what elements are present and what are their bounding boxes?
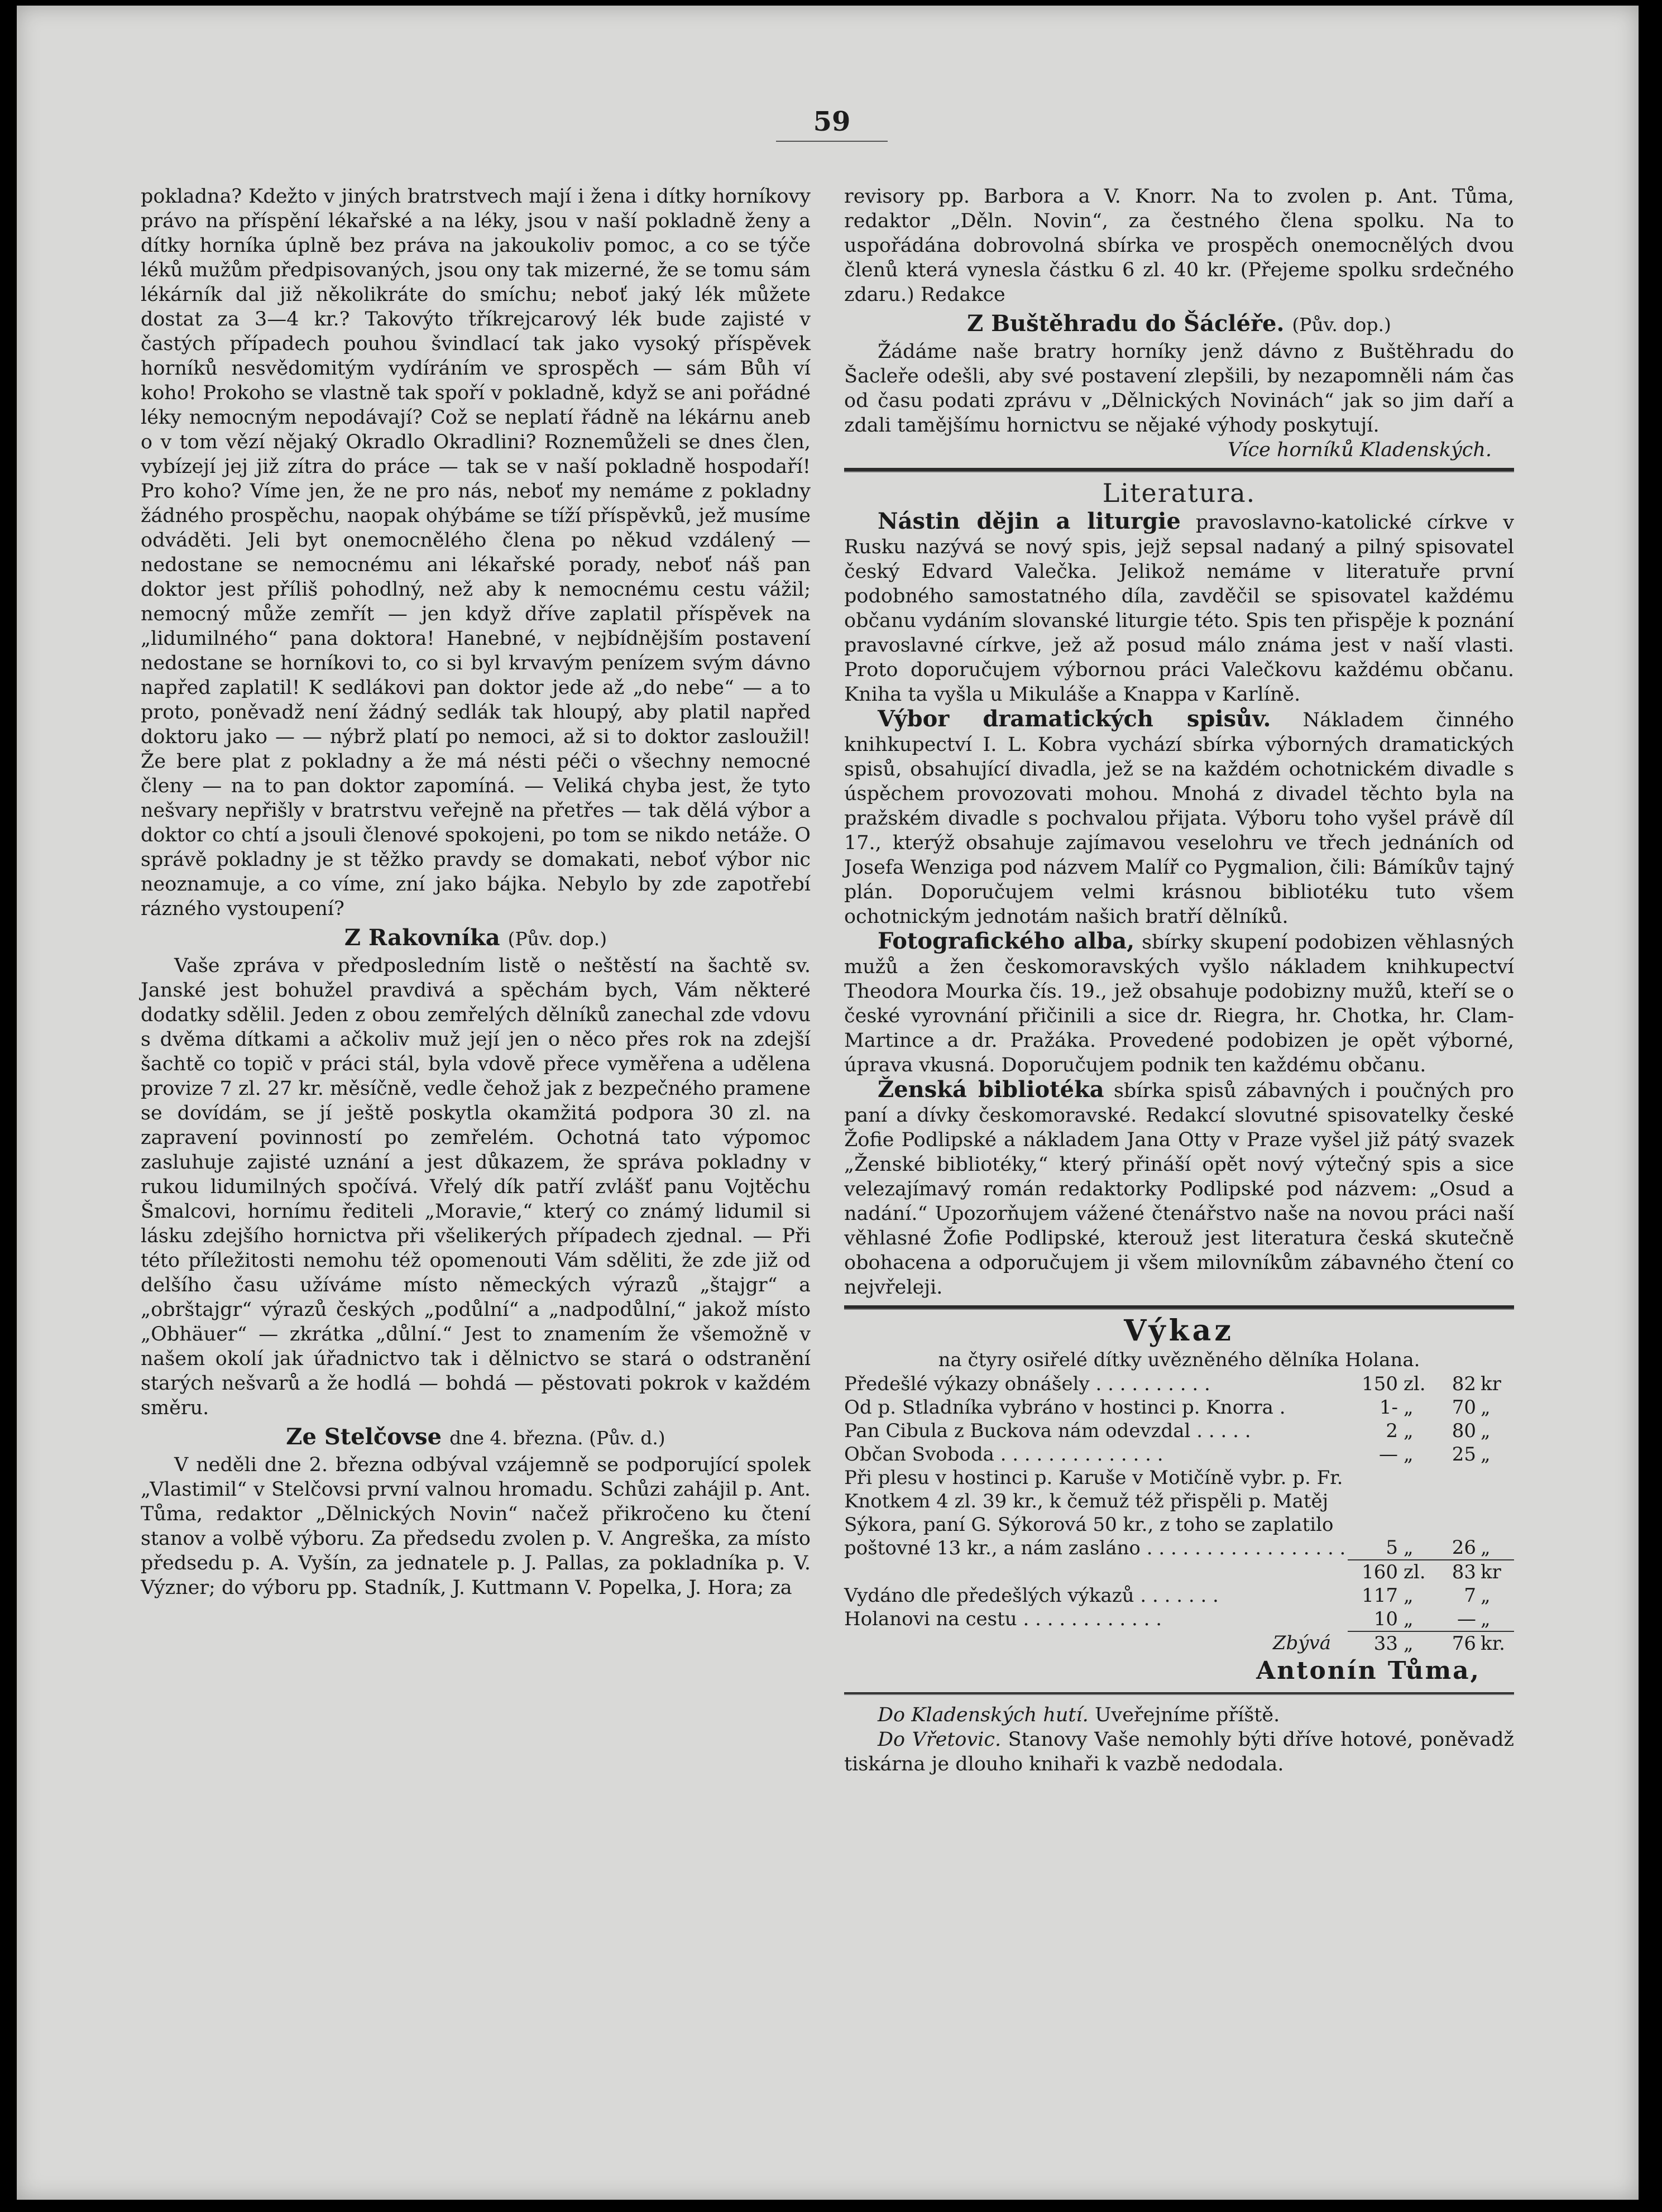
ledger-total-kr-unit: kr — [1476, 1560, 1514, 1584]
ledger-zl-unit: „ — [1404, 1584, 1414, 1607]
ledger-remaining-zl: 33 — [1348, 1631, 1398, 1655]
heading-title: Z Rakovníka — [344, 925, 500, 951]
ledger-remaining-zl-unit: „ — [1398, 1631, 1437, 1655]
vykaz-ledger — [844, 1372, 1514, 1655]
notice-text: Uveřejníme příště. — [1094, 1704, 1280, 1726]
ledger-label-empty — [844, 1560, 1348, 1584]
article-heading-rakovnik — [141, 923, 811, 954]
ledger-kr-unit: „ — [1481, 1608, 1491, 1630]
ledger-zl-unit: zl. — [1404, 1373, 1426, 1395]
ledger-label: Od p. Stladníka vybráno v hostinci p. Knorra . — [844, 1396, 1286, 1419]
ledger-label: Občan Svoboda . . . . . . . . . . . . . . — [844, 1443, 1163, 1466]
ledger-remaining-kr-unit: kr. — [1476, 1631, 1514, 1655]
ledger-kr: 80 — [1452, 1420, 1476, 1442]
heading-source: (Pův. dop.) — [507, 928, 607, 950]
ledger-expense-row — [844, 1584, 1514, 1607]
ledger-kr: 70 — [1452, 1396, 1476, 1419]
ledger-label: Holanovi na cestu . . . . . . . . . . . . — [844, 1608, 1162, 1630]
newspaper-page — [17, 6, 1639, 2200]
literature-item-text: sbírka spisů zábavných i poučných pro paní a dívky českomoravské. Redakcí slovutné spisovatelky české Žofie Podlipské a nákladem Jana Otty v Praze vyšel již pátý svazek „Ženské bibliotéky,“ který přináší opět nový výtečný spis a sice velezajímavý román redaktorky Podlipské pod názvem: „Osud a nadání.“ Upozorňujem vážené čtenářstvo naše na novou práci naší věhlasné Žofie Podlipské, kterouž jest literatura česká skutečně obohacena a odporučujem ji všem milovníkům zábavného čtení co nejvřeleji. — [844, 1080, 1514, 1299]
ledger-zl-unit: „ — [1404, 1443, 1414, 1466]
article-body-bustehrad: Žádáme naše bratry horníky jenž dávno z Buštěhradu do Šacleře odešli, aby své postavení zlepšili, by nezapomněli nám čas od času podati zprávu v „Dělnických Novinách“ jak so jim daří a zdali tamějšímu hornictvu se nějaké výhody poskytují. — [844, 341, 1514, 437]
ledger-kr-unit: „ — [1481, 1420, 1491, 1442]
ledger-kr: — — [1457, 1608, 1476, 1630]
article-continuation: pokladna? Kdežto v jiných bratrstvech mají i žena i dítky horníkovy právo na příspění lékařské a na léky, jsou v naší pokladně ženy a dítky horníka úplně bez práva na jakoukoliv pomoc, a co se týče léků mužům předpisovaných, jsou ony tak mizerné, že se tomu sám lékárník dal již několikráte do smíchu; neboť jaký lék můžete dostat za 3—4 kr.? Takovýto tříkrejcarový lék bude zajisté v častých případech pouhou švindlací tak jako vysoký příspěvek horníků nesvědomitým vydíráním ve sprospěch — sám Bůh ví koho! Prokoho se vlastně tak spoří v pokladně, když se ani pořádné léky nemocným nepodávají? Což se neplatí řádně na lékárnu aneb o v tom vězí nějaký Okradlo Okradlini? Roznemůželi se dnes člen, vybízejí jej již zítra do práce — tak se v naší pokladně hospodaří! Pro koho? Víme jen, že ne pro nás, neboť my nemáme z pokladny žádného prospěchu, naopak ohýbáme se tíží příspěvků, jež musíme odváděti. Jeli byt onemocnělého člena po někud vzdálený — nedostane se nemocnému ani lékařské porady, neboť náš pan doktor jest příliš pohodlný, než aby k nemocnému cestu vážil; nemocný může zemřít — jen když dříve zaplatil příspěvek na „lidumilného“ pana doktora! Hanebné, v nejbídnějším postavení nedostane se horníkovi to, co si byl krvavým penízem svým dávno napřed zaplatil! K sedlákovi pan doktor jede až „do nebe“ — a to proto, poněvadž není žádný sedlák tak hloupý, aby platil napřed doktoru jako — — nýbrž platí po nemoci, až si to doktor zasloužil! Že bere plat z pokladny a že má nésti péči o všechny nemocné členy — na to pan doktor zapomíná. — Veliká chyba jest, že tyto nešvary nepřišly v bratrstvu veřejně na přetřes — tak dělá výbor a doktor co chtí a jsouli členové spokojeni, po tom se nikdo netáže. O správě pokladny je st těžko pravdy se domakati, neboť výbor nic neoznamuje, a co víme, zní jako bájka. Nebylo by zde zapotřebí rázného vystoupení? — [141, 185, 811, 920]
ledger-zl: 150 — [1362, 1373, 1398, 1395]
editorial-notice — [844, 1703, 1514, 1727]
ledger-zl: 5 — [1386, 1536, 1398, 1559]
heading-source: (Pův. dop.) — [1292, 314, 1391, 336]
ledger-kr: 7 — [1464, 1584, 1476, 1607]
ledger-row — [844, 1419, 1514, 1443]
article-signature: Více horníků Kladenských. — [1228, 439, 1492, 461]
page-number-underline — [776, 141, 888, 142]
literature-item — [844, 929, 1514, 1078]
ledger-total-zl: 160 — [1348, 1560, 1398, 1584]
literature-item-text: sbírky skupení podobizen věhlasných mužů a žen českomoravských vyšlo nákladem knihkupectví Theodora Mourka čís. 19., jež obsahuje podobizny mužů, kteří se o české vyrovnání přičinili a sice dr. Riegra, hr. Chotka, hr. Clam-Martince a dr. Pražáka. Provedené podobizen je opět výborné, úprava vkusná. Doporučujem podnik ten každému občanu. — [844, 931, 1514, 1076]
ledger-row — [844, 1372, 1514, 1396]
article-heading-bustehrad — [844, 309, 1514, 339]
vykaz-signature: Antonín Tůma, — [1256, 1656, 1481, 1685]
ledger-row — [844, 1396, 1514, 1419]
ledger-total-zl-unit: zl. — [1398, 1560, 1437, 1584]
section-divider — [844, 1305, 1514, 1310]
ledger-remaining-label: Zbývá — [1272, 1632, 1331, 1654]
article-body-stelcovse: V neděli dne 2. března odbýval vzájemně se podporující spolek „Vlastimil“ v Stelčovsi první valnou hromadu. Schůzi zahájil p. Ant. Tůma, redaktor „Dělnických Novin“ načež přikročeno ku čtení stanov a volbě výboru. Za předsedu zvolen p. V. Angreška, za místo předsedu p. A. Vyšín, za jednatele p. J. Pallas, za pokladníka p. V. Význer; do výboru pp. Stadník, J. Kuttmann V. Popelka, J. Hora; za — [141, 1454, 811, 1599]
literature-item-text: pravoslavno-katolické církve v Rusku nazývá se nový spis, jejž sepsal nadaný a pilný spisovatel český Edvard Valečka. Jelikož nemáme v literatuře první podobného samostatného díla, zavděčil se spisovatel každému občanu vydáním slovanské liturgie této. Spis ten přispěje k poznání pravoslavné církve, jež až posud málo známa jest v naší vlasti. Proto doporučujem výbornou práci Valečkovu každému občanu. Kniha ta vyšla u Mikuláše a Knappa v Karlíně. — [844, 511, 1514, 706]
ledger-total-kr: 83 — [1437, 1560, 1476, 1584]
notice-recipient: Do Vřetovic. — [878, 1729, 1002, 1751]
literature-item-title: Ženská bibliotéka — [878, 1076, 1104, 1103]
article-heading-stelcovse — [141, 1423, 811, 1453]
notice-recipient: Do Kladenských hutí. — [878, 1704, 1089, 1726]
ledger-kr-unit: „ — [1481, 1536, 1491, 1559]
literature-item-title: Fotografického alba, — [878, 928, 1135, 954]
ledger-row — [844, 1443, 1514, 1466]
ledger-kr-unit: „ — [1481, 1584, 1491, 1607]
ledger-kr: 26 — [1452, 1536, 1476, 1559]
ledger-label: Předešlé výkazy obnášely . . . . . . . . . . — [844, 1373, 1210, 1395]
ledger-zl: 10 — [1373, 1608, 1398, 1630]
ledger-zl: 2 — [1386, 1420, 1398, 1442]
heading-title: Z Buštěhradu do Šácléře. — [967, 310, 1285, 337]
section-divider — [844, 468, 1514, 472]
literature-item — [844, 707, 1514, 929]
ledger-zl-unit: „ — [1404, 1420, 1414, 1442]
ledger-kr: 82 — [1452, 1373, 1476, 1395]
ledger-total-row — [844, 1560, 1514, 1584]
ledger-zl: 117 — [1362, 1584, 1398, 1607]
vykaz-title: Výkaz — [1124, 1314, 1234, 1348]
ledger-row — [844, 1466, 1514, 1560]
ledger-zl-unit: „ — [1404, 1536, 1414, 1559]
literature-item-text: Nákladem činného knihkupectví I. L. Kobra vychází sbírka výborných dramatických spisů, obsahující divadla, jež se na každém ochotnickém divadle s úspěchem provozovati mohou. Mnohá z divadel těchto byla na pražském divadle s pochvalou přijata. Výboru toho vyšel právě díl 17., kterýž obsahuje zajímavou veselohru ve třech jednáních od Josefa Wenziga pod názvem Malíř co Pygmalion, čili: Bámíkův tajný plán. Doporučujem velmi krásnou bibliotéku tuto všem ochotnickým jednotám našich bratří dělníků. — [844, 709, 1514, 928]
ledger-remaining-kr: 76 — [1437, 1631, 1476, 1655]
ledger-zl-unit: „ — [1404, 1608, 1414, 1630]
ledger-expense-row — [844, 1607, 1514, 1631]
literature-item-title: Nástin dějin a liturgie — [878, 508, 1181, 534]
left-column — [141, 184, 811, 1600]
editorial-notice — [844, 1727, 1514, 1777]
article-continuation-stelcovse: revisory pp. Barbora a V. Knorr. Na to zvolen p. Ant. Tůma, redaktor „Děln. Novin“, za čestného člena spolku. Na to uspořádána dobrovolná sbírka ve prospěch onemocnělých dvou členů která vynesla částku 6 zl. 40 kr. (Přejeme spolku srdečného zdaru.) Redakce — [844, 185, 1514, 306]
heading-title: Ze Stelčovse — [286, 1424, 442, 1450]
literature-item-title: Výbor dramatických spisův. — [878, 706, 1271, 732]
ledger-kr-unit: „ — [1481, 1396, 1491, 1419]
literature-item — [844, 1078, 1514, 1300]
literature-item — [844, 509, 1514, 707]
ledger-remaining-row — [844, 1631, 1514, 1655]
ledger-zl-unit: „ — [1404, 1396, 1414, 1419]
notice-text: Stanovy Vaše nemohly býti dříve hotové, poněvadž tiskárna je dlouho knihaři k vazbě nedodala. — [844, 1729, 1514, 1775]
ledger-kr-unit: „ — [1481, 1443, 1491, 1466]
section-title-literatura: Literatura. — [1102, 478, 1256, 508]
ledger-label: Pan Cibula z Buckova nám odevzdal . . . . . — [844, 1420, 1251, 1442]
ledger-zl: — — [1379, 1443, 1398, 1466]
ledger-label: Vydáno dle předešlých výkazů . . . . . . . — [844, 1584, 1219, 1607]
ledger-kr-unit: kr — [1481, 1373, 1501, 1395]
ledger-label: Při plesu v hostinci p. Karuše v Motičíně vybr. p. Fr. Knotkem 4 zl. 39 kr., k čemuž též přispěli p. Matěj Sýkora, paní G. Sýkorová 50 kr., z toho se zaplatilo poštovné 13 kr., a nám zasláno . . . . . . . . . . . . . . . . . — [844, 1467, 1346, 1559]
article-body-rakovnik: Vaše zpráva v předposledním listě o neštěstí na šachtě sv. Janské jest bohužel pravdivá a spěchám bych, Vám některé dodatky sdělil. Jeden z obou zemřelých dělníků zanechal zde vdovu s dvěma dítkami a ačkoliv muž její jen o něco přes rok na zdejší šachtě co topič v práci stál, byla vdově přece vyměřena a udělena provize 7 zl. 27 kr. měsíčně, vedle čehož jak z bezpečného pramene se dovídám, se jí ještě poskytla okamžitá podpora 30 zl. na zapravení povinností po zemřelém. Ochotná tato výpomoc zasluhuje zajisté uznání a jest důkazem, že správa pokladny v rukou lidumilných spočívá. Vřelý dík patří zvlášť panu Vojtěchu Šmalcovi, hornímu řediteli „Moravie,“ který co známý lidumil si lásku zdejšího hornictva při všelikerých případech zjednal. — Při této příležitosti nemohu též opomenouti Vám sděliti, že zde již od delšího času užíváme místo německých výrazů „štajgr“ a „obrštajgr“ výrazů českých „podůlní“ a „nadpodůlní,“ jakož místo „Obhäuer“ — zkrátka „důlní.“ Jest to znamením že všemožně v našem okolí jak úřadnictvo tak i dělnictvo se stará o odstranění starých nešvarů a že hodlá — bohdá — pěstovati pokrok v každém směru. — [141, 955, 811, 1419]
heading-date: dne 4. března. (Pův. d.) — [449, 1427, 665, 1449]
page-number: 59 — [813, 106, 851, 137]
right-column — [844, 184, 1514, 1777]
ledger-kr: 25 — [1452, 1443, 1476, 1466]
vykaz-subtitle: na čtyry osiřelé dítky uvězněného dělníka Holana. — [938, 1349, 1420, 1371]
ledger-zl: 1- — [1379, 1396, 1398, 1419]
section-divider — [844, 1692, 1514, 1695]
